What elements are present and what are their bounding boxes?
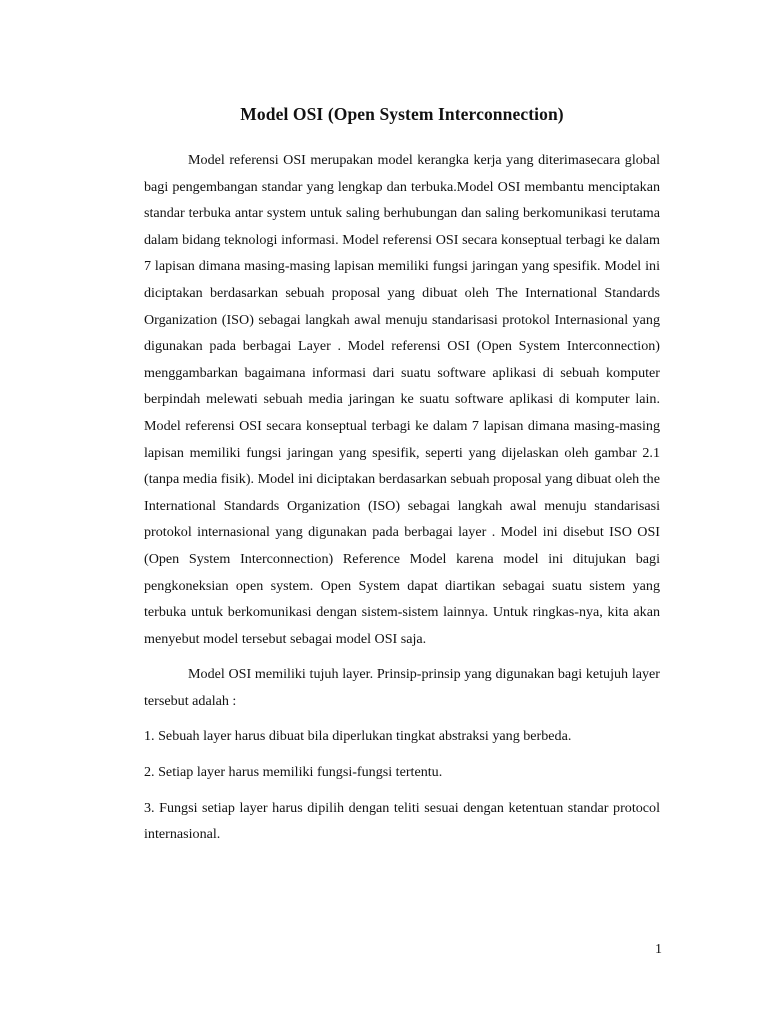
document-title: Model OSI (Open System Interconnection): [240, 104, 564, 124]
paragraph-principles: Model OSI memiliki tujuh layer. Prinsip-prinsip yang digunakan bagi ketujuh layer tersebut adalah :: [144, 666, 660, 709]
page-number: 1: [655, 942, 662, 957]
list-item: 1. Sebuah layer harus dibuat bila diperlukan tingkat abstraksi yang berbeda.: [144, 728, 572, 745]
list-item: 2. Setiap layer harus memiliki fungsi-fungsi tertentu.: [144, 764, 443, 781]
list-item: 3. Fungsi setiap layer harus dipilih dengan teliti sesuai dengan ketentuan standar protocol internasional.: [144, 799, 660, 843]
paragraph-intro: Model referensi OSI merupakan model kerangka kerja yang diterimasecara global bagi pengembangan standar yang lengkap dan terbuka.Model OSI membantu menciptakan standar terbuka antar system untuk saling berhubungan dan saling berkomunikasi terutama dalam bidang teknologi informasi. Model referensi OSI secara konseptual terbagi ke dalam 7 lapisan dimana masing-masing lapisan memiliki fungsi jaringan yang spesifik. Model ini diciptakan berdasarkan sebuah proposal yang dibuat oleh The International Standards Organization (ISO) sebagai langkah awal menuju standarisasi protokol Internasional yang digunakan pada berbagai Layer . Model referensi OSI (Open System Interconnection) menggambarkan bagaimana informasi dari suatu software aplikasi di sebuah komputer berpindah melewati sebuah media jaringan ke suatu software aplikasi di komputer lain. Model referensi OSI secara konseptual terbagi ke dalam 7 lapisan dimana masing-masing lapisan memiliki fungsi jaringan yang spesifik, seperti yang dijelaskan oleh gambar 2.1 (tanpa media fisik). Model ini diciptakan berdasarkan sebuah proposal yang dibuat oleh the International Standards Organization (ISO) sebagai langkah awal menuju standarisasi protokol internasional yang digunakan pada berbagai layer . Model ini disebut ISO OSI (Open System Interconnection) Reference Model karena model ini ditujukan bagi pengkoneksian open system. Open System dapat diartikan sebagai suatu sistem yang terbuka untuk berkomunikasi dengan sistem-sistem lainnya. Untuk ringkas-nya, kita akan menyebut model tersebut sebagai model OSI saja.: [144, 152, 660, 647]
